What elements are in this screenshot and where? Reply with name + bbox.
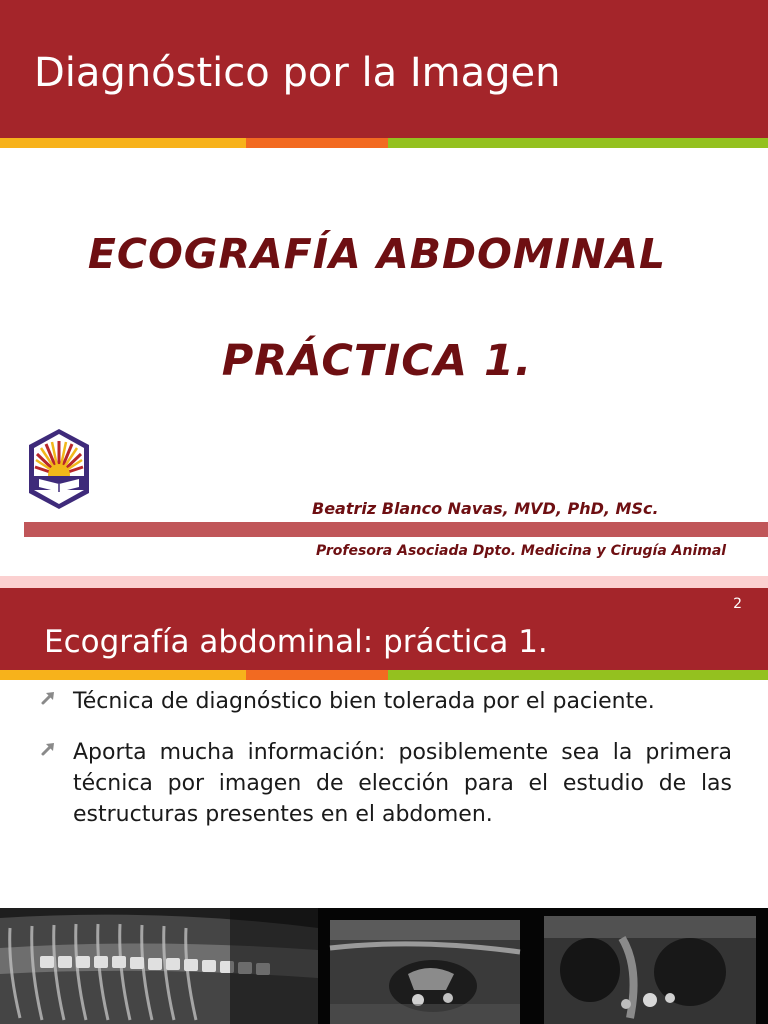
slide-title: Ecografía abdominal: práctica 1. — [44, 624, 548, 660]
bullet-list — [40, 686, 732, 850]
arrow-bullet-icon — [40, 690, 56, 706]
header-bar — [0, 588, 768, 670]
ultrasound-image — [530, 908, 768, 1024]
bullet-text: Aporta mucha información: posiblemente sea la primera técnica por imagen de elección para el estudio de las estructuras presentes en el abdomen. — [73, 740, 732, 827]
list-item — [40, 737, 732, 830]
ultrasound-image — [318, 908, 530, 1024]
radiograph-image — [0, 908, 318, 1024]
page-number: 2 — [733, 596, 742, 612]
subtitle: PRÁCTICA 1. — [221, 336, 533, 386]
color-stripe — [0, 138, 768, 148]
color-stripe — [0, 670, 768, 680]
arrow-bullet-icon — [40, 741, 56, 757]
divider-rule — [24, 522, 768, 537]
university-logo-icon — [26, 427, 92, 511]
header-bar — [0, 0, 768, 138]
slide-separator — [0, 576, 768, 588]
header-title: Diagnóstico por la Imagen — [34, 50, 561, 96]
list-item — [40, 686, 732, 717]
main-title: ECOGRAFÍA ABDOMINAL — [87, 230, 667, 278]
author-affiliation: Profesora Asociada Dpto. Medicina y Cirugía Animal — [316, 543, 727, 559]
author-name: Beatriz Blanco Navas, MVD, PhD, MSc. — [312, 499, 659, 518]
bullet-text: Técnica de diagnóstico bien tolerada por el paciente. — [73, 689, 655, 714]
content-slide — [0, 588, 768, 1024]
